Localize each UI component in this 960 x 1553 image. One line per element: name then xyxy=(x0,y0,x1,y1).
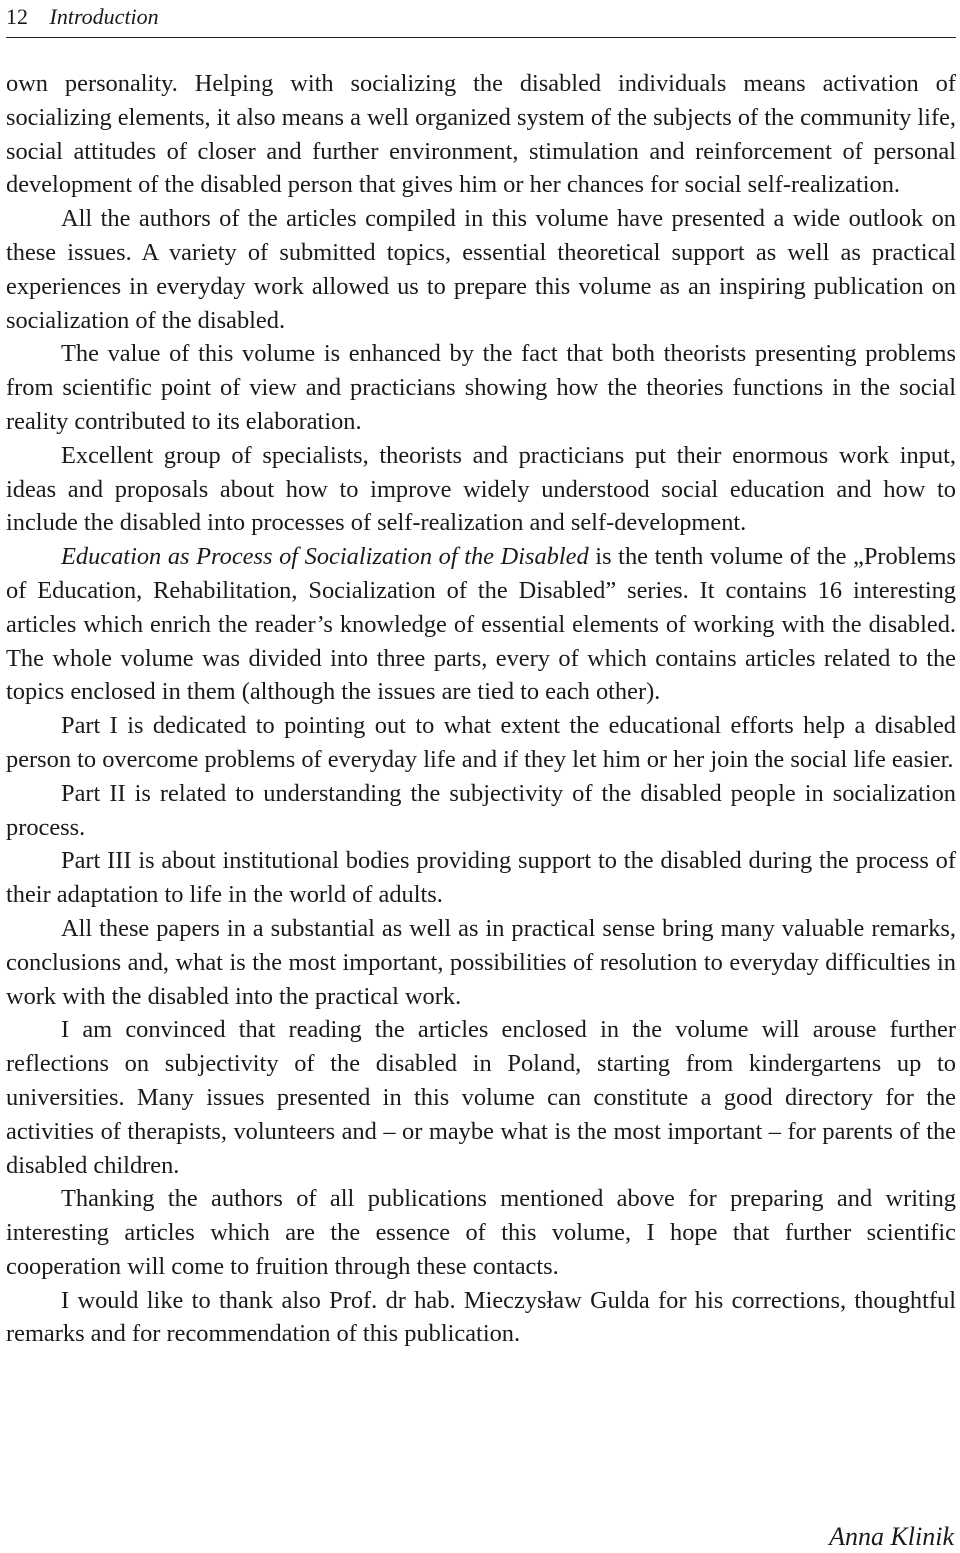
paragraph xyxy=(6,202,956,337)
paragraph-text: All these papers in a substantial as well as in practical sense bring many valuable remarks, conclusions and, what is the most important, possibilities of resolution to everyday difficulties in work with the disabled into the practical work. xyxy=(6,914,956,1010)
page-number: 12 xyxy=(6,4,28,29)
paragraph xyxy=(6,777,956,845)
paragraph-text: All the authors of the articles compiled in this volume have presented a wide outlook on these issues. A variety of submitted topics, essential theoretical support as well as practical experiences in everyday work allowed us to prepare this volume as an inspiring publication on socialization of the disabled. xyxy=(6,205,956,334)
paragraph-text: Part I is dedicated to pointing out to what extent the educational efforts help a disabled person to overcome problems of everyday life and if they let him or her join the social life easier. xyxy=(6,712,956,773)
paragraph-text: Thanking the authors of all publications mentioned above for preparing and writing interesting articles which are the essence of this volume, I hope that further scientific cooperation will come to fruition through these contacts. xyxy=(6,1185,956,1280)
paragraph-text: own personality. Helping with socializing the disabled individuals means activation of socializing elements, it also means a well organized system of the subjects of the community life, social attitudes of closer and further environment, stimulation and reinforcement of personal development of the disabled person that gives him or her chances for social self-realization. xyxy=(6,70,956,199)
paragraph xyxy=(6,1284,956,1352)
paragraph xyxy=(6,912,956,1013)
running-title: Introduction xyxy=(49,4,159,29)
paragraph-text: The value of this volume is enhanced by the fact that both theorists presenting problems from scientific point of view and practicians showing how the theories functions in the social reality contributed to its elaboration. xyxy=(6,340,956,435)
paragraph-text: I am convinced that reading the articles enclosed in the volume will arouse further reflections on subjectivity of the disabled in Poland, starting from kindergartens up to universities. Many issues presented in this volume can constitute a good directory for the activities of therapists, volunteers and – or maybe what is the most important – for parents of the disabled children. xyxy=(6,1016,956,1179)
paragraph xyxy=(6,337,956,438)
paragraph xyxy=(6,67,956,202)
body-text xyxy=(6,67,956,1351)
paragraph xyxy=(6,439,956,540)
paragraph-text: Part II is related to understanding the subjectivity of the disabled people in socialization process. xyxy=(6,779,956,841)
paragraph xyxy=(6,844,956,912)
book-title: Education as Process of Socialization of the Disabled xyxy=(61,543,589,571)
paragraph-text: Excellent group of specialists, theorists and practicians put their enormous work input, ideas and proposals about how to improve widely understood social education and how to include the disabled into processes of self-realization and self-development. xyxy=(6,441,956,537)
paragraph xyxy=(6,1182,956,1283)
author-signature: Anna Klinik xyxy=(829,1522,954,1551)
paragraph xyxy=(6,540,956,709)
paragraph-text: I would like to thank also Prof. dr hab. Mieczysław Gulda for his corrections, thoughtful remarks and for recommendation of this publication. xyxy=(6,1286,956,1348)
running-header xyxy=(6,0,956,38)
paragraph-text: is the tenth volume of the „Problems of Education, Rehabilitation, Socialization of the Disabled” series. It contains 16 interesting articles which enrich the reader’s knowledge of essential elements of working with the disabled. The whole volume was divided into three parts, every of which contains articles related to the topics enclosed in them (although the issues are tied to each other). xyxy=(6,543,957,706)
paragraph-text: Part III is about institutional bodies providing support to the disabled during the process of their adaptation to life in the world of adults. xyxy=(6,847,956,909)
paragraph xyxy=(6,1013,956,1182)
paragraph xyxy=(6,709,956,777)
